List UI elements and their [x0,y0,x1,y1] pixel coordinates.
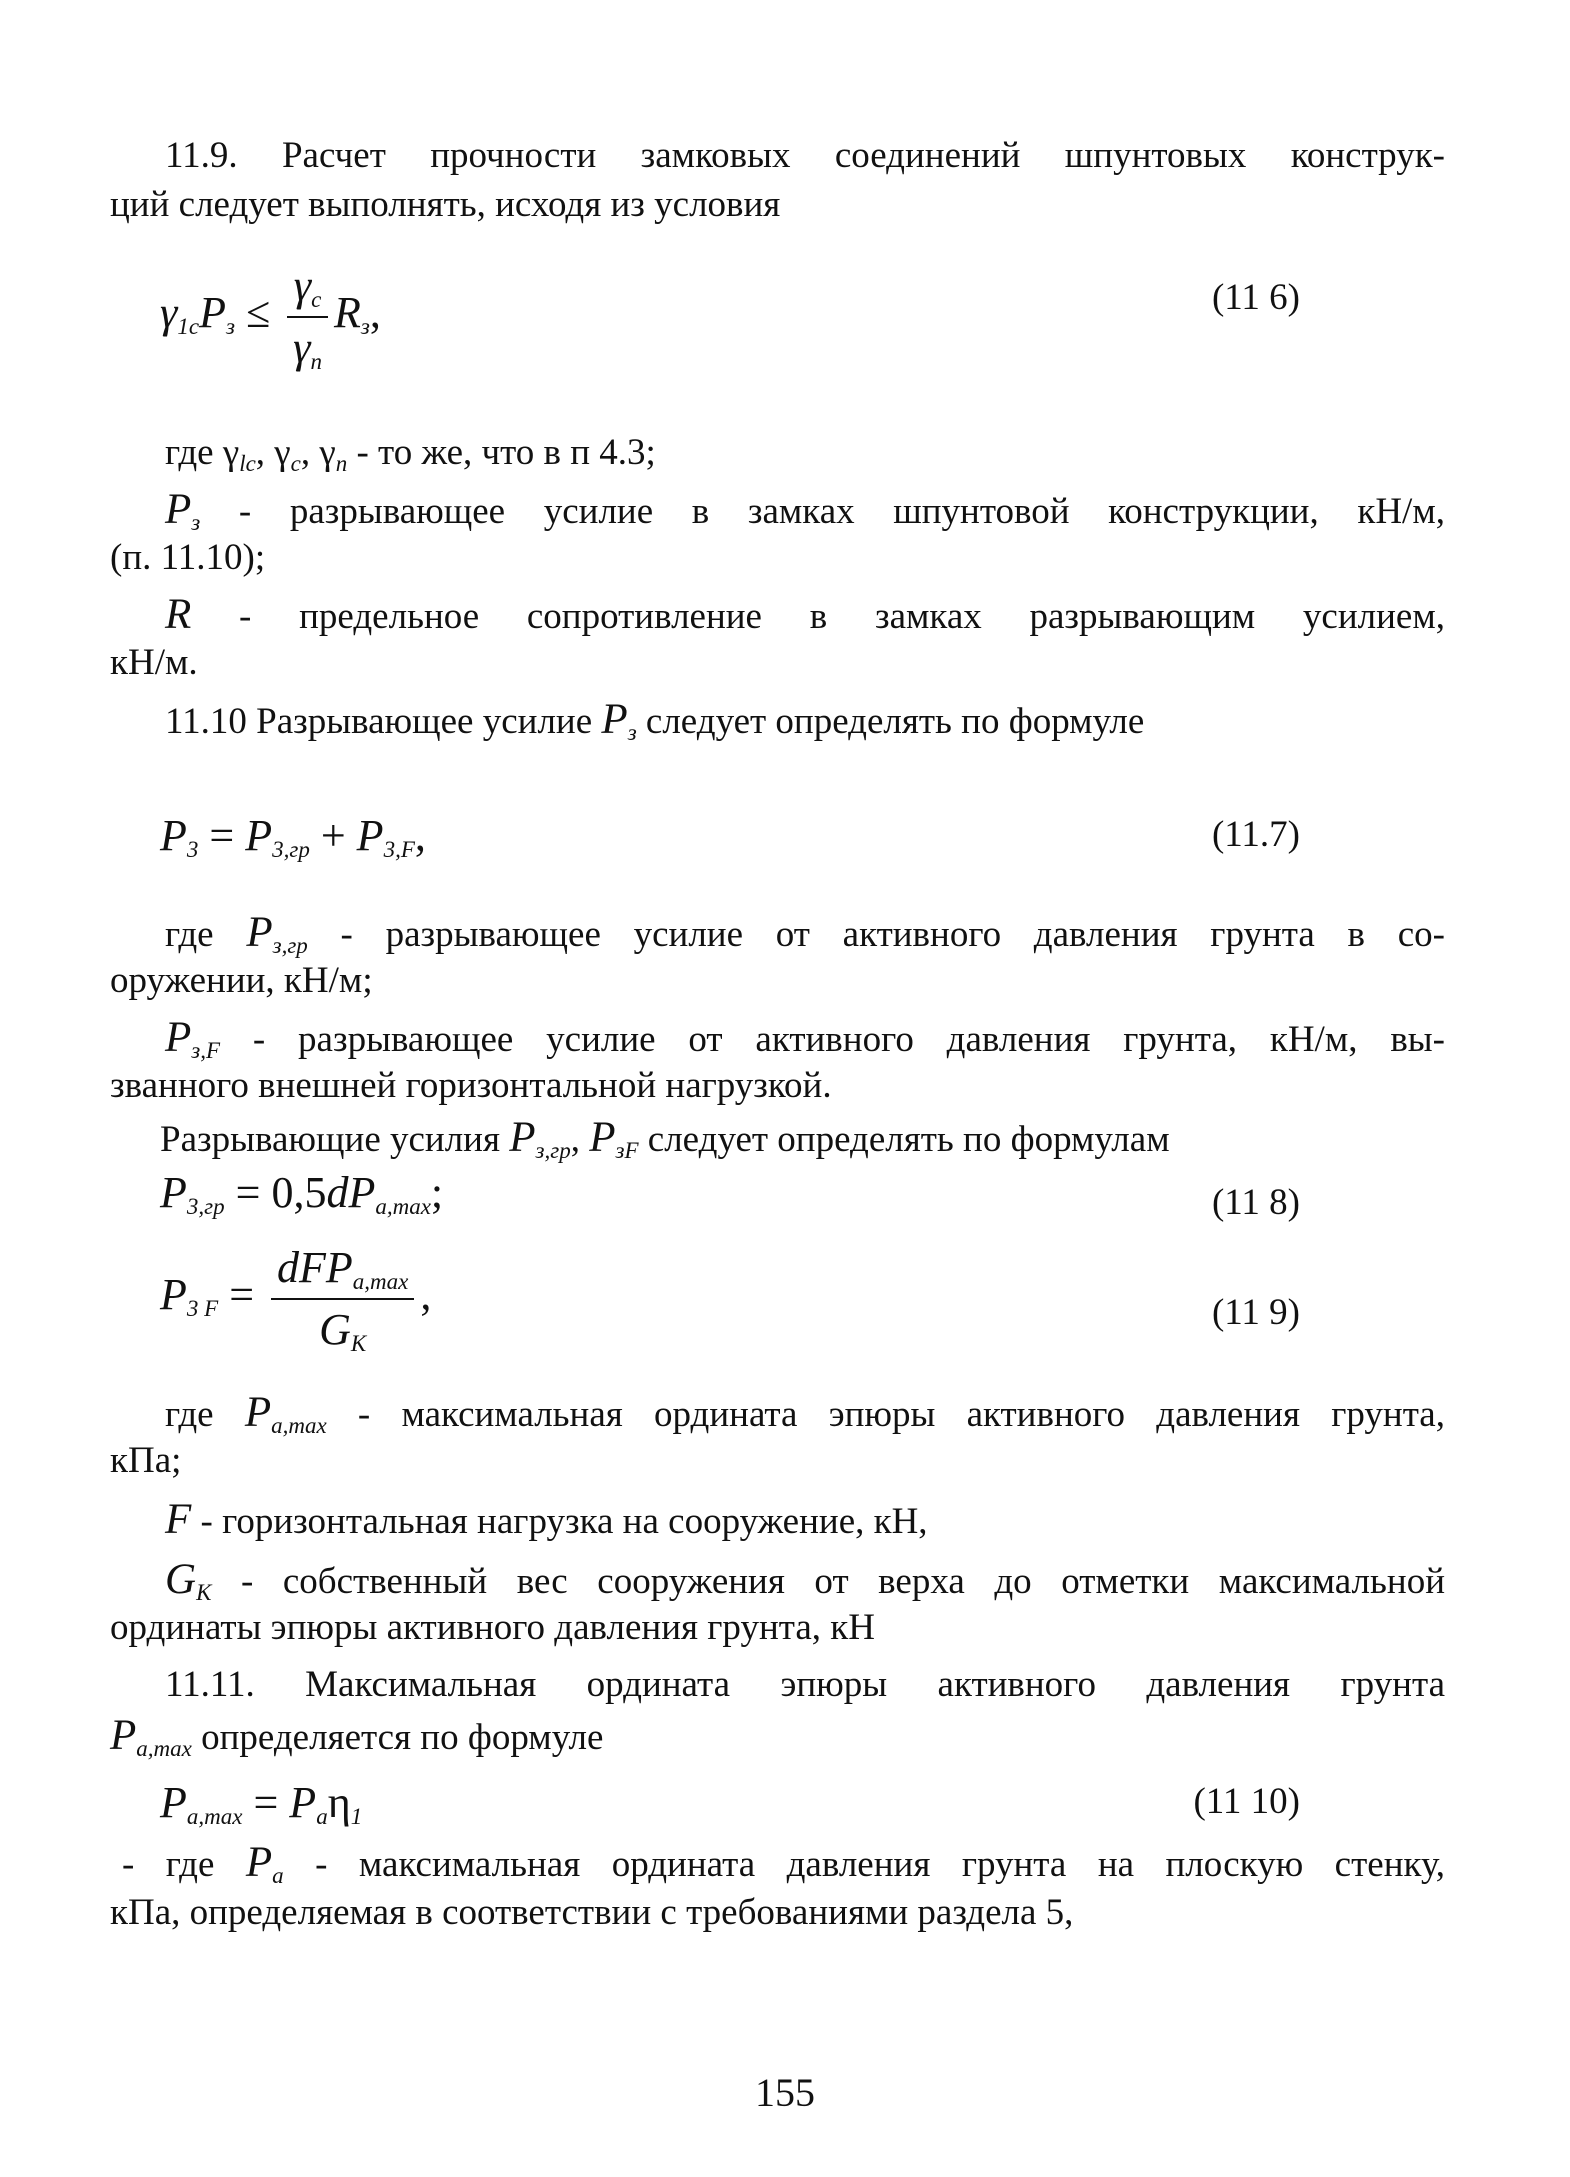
fraction-dfp-over-gk: $\frac{dFP_{a,max}}{G_K}$ [271,1240,414,1358]
where-pa-line-1: - где $P_a$ - максимальная ордината давления грунта на плоскую стенку, [122,1839,1445,1888]
def-gk-line-2: ординаты эпюры активного давления грунта, кН [110,1607,875,1648]
formula-11-7: $P_3 = P_{3,гр} + P_{3,F}$, [160,811,426,862]
clause-11-9-line-2: ций следует выполнять, исходя из условия [110,184,781,225]
formula-11-8: $P_{3,гр} = 0,5dP_{a,max}$; [160,1168,444,1219]
def-r-line-1: R - предельное сопротивление в замках разрывающим усилием, [165,591,1445,638]
def-r-line-2: кН/м. [110,642,198,683]
formula-11-9: $P_{3 F}$ = $\frac{dFP_{a,max}}{G_K}$ , [160,1240,431,1358]
clause-11-10: 11.10 Разрывающее усилие $P_з$ следует определять по формуле [165,696,1145,745]
formula-11-8-number: (11 8) [1211,1182,1300,1223]
formula-11-7-number: (11.7) [1211,814,1300,855]
formula-11-10: $P_{a,max} = P_a\eta_1$ [160,1778,363,1829]
def-p3-line-1: $P_з$ - разрывающее усилие в замках шпунтовой конструкции, кН/м, [165,486,1445,535]
where-p3-gr-line-1: где $P_{з,гр}$ - разрывающее усилие от активного давления грунта в со- [165,909,1445,958]
formula-11-6-number: (11 6) [1211,277,1300,318]
forms-intro: Разрывающие усилия $P_{з,гр}$, $P_{зF}$ следует определять по формулам [160,1114,1170,1163]
where-pa-line-2: кПа, определяемая в соответствии с требованиями раздела 5, [110,1892,1074,1933]
formula-11-6: $\gamma_{1c}P_з$ ≤ $\frac{\gamma_c}{\gamma_n}$ $R_з$, [160,258,381,376]
clause-11-11-line-1: 11.11. Максимальная ордината эпюры активного давления грунта [165,1664,1445,1705]
def-f: F - горизонтальная нагрузка на сооружение, кН, [165,1496,928,1543]
def-p3f-line-2: званного внешней горизонтальной нагрузкой. [110,1065,832,1106]
def-p3f-line-1: $P_{з,F}$ - разрывающее усилие от активного давления грунта, кН/м, вы- [165,1014,1445,1063]
clause-11-9-line-1: 11.9. Расчет прочности замковых соединений шпунтовых конструк- [165,135,1445,176]
page-number: 155 [755,2070,815,2115]
where-gamma-line: где $\gamma_{lc}$, $\gamma_c$, $\gamma_n$ - то же, что в п 4.3; [165,432,656,476]
where-p3-gr-line-2: оружении, кН/м; [110,960,373,1001]
where-pamax-line-2: кПа; [110,1440,182,1481]
formula-11-9-number: (11 9) [1211,1292,1300,1333]
def-gk-line-1: $G_K$ - собственный вес сооружения от верха до отметки максимальной [165,1556,1445,1605]
formula-11-10-number: (11 10) [1193,1781,1300,1822]
clause-11-11-line-2: $P_{a,max}$ определяется по формуле [110,1712,604,1761]
where-pamax-line-1: где $P_{a,max}$ - максимальная ордината эпюры активного давления грунта, [165,1389,1445,1438]
fraction-gamma-c-over-gamma-n: $\frac{\gamma_c}{\gamma_n}$ [287,258,328,376]
def-p3-line-2: (п. 11.10); [110,537,266,578]
